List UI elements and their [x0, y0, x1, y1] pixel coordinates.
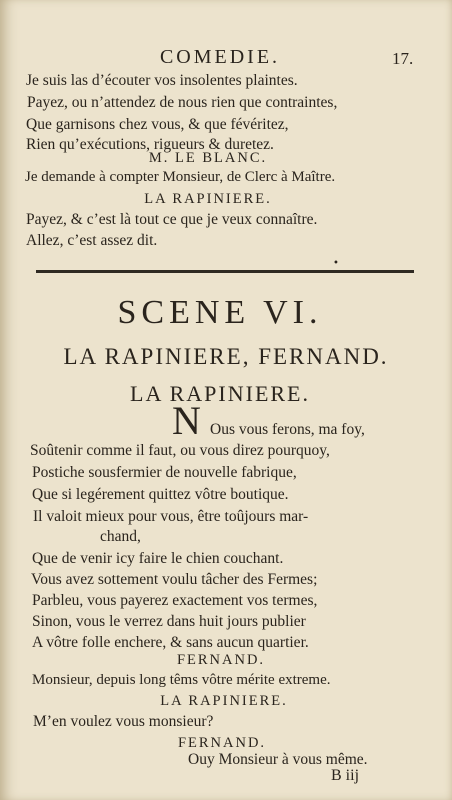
text-line: Que si legérement quittez vôtre boutique.: [32, 486, 289, 503]
text-line: A vôtre folle enchere, & sans aucun quartier.: [32, 634, 309, 651]
drop-capital: N: [172, 398, 201, 443]
text-line: Je demande à compter Monsieur, de Clerc à Maître.: [25, 169, 336, 185]
running-title: COMEDIE.: [159, 46, 281, 68]
text-line: Postiche sousfermier de nouvelle fabrique,: [32, 464, 297, 481]
text-line: Allez, c’est assez dit.: [26, 232, 158, 249]
text-line: Que garnisons chez vous, & que févéritez,: [26, 116, 289, 133]
text-line: Soûtenir comme il faut, ou vous direz pourquoy,: [30, 442, 330, 459]
section-rule: [36, 270, 414, 273]
speaker-name: LA RAPINIERE.: [144, 191, 272, 207]
page-number: 17.: [392, 49, 414, 68]
text-line: Payez, ou n’attendez de nous rien que contraintes,: [27, 94, 338, 111]
text-line: Rien qu’exécutions, rigueurs & duretez.: [26, 136, 274, 153]
text-line: Il valoit mieux pour vous, être toûjours mar-: [33, 508, 309, 525]
text-line: M’en voulez vous monsieur?: [33, 713, 214, 730]
speaker-name: FERNAND.: [176, 652, 266, 668]
text-line: chand,: [100, 528, 141, 545]
text-line: Ous vous ferons, ma foy,: [210, 421, 365, 438]
text-line: Sinon, vous le verrez dans huit jours publier: [32, 613, 306, 630]
speaker-name: LA RAPINIERE.: [130, 381, 310, 406]
text-line: Payez, & c’est là tout ce que je veux connaître.: [26, 211, 318, 228]
cast-list: LA RAPINIERE, FERNAND.: [63, 344, 389, 369]
speaker-name: FERNAND.: [177, 735, 267, 751]
text-line: Parbleu, vous payerez exactement vos termes,: [32, 592, 318, 609]
text-line: Vous avez sottement voulu tâcher des Fermes;: [31, 571, 318, 588]
text-line: Je suis las d’écouter vos insolentes plaintes.: [26, 72, 298, 89]
speaker-name: M. LE BLANC.: [148, 150, 268, 166]
text-line: Monsieur, depuis long têms vôtre mérite extreme.: [32, 672, 331, 688]
text-line: Ouy Monsieur à vous même.: [188, 751, 368, 768]
signature-mark: B iij: [331, 767, 360, 784]
scene-heading: SCENE VI.: [117, 294, 323, 331]
text-line: Que de venir icy faire le chien couchant.: [32, 550, 284, 567]
speaker-name: LA RAPINIERE.: [160, 693, 288, 709]
ink-dot: •: [333, 258, 339, 269]
